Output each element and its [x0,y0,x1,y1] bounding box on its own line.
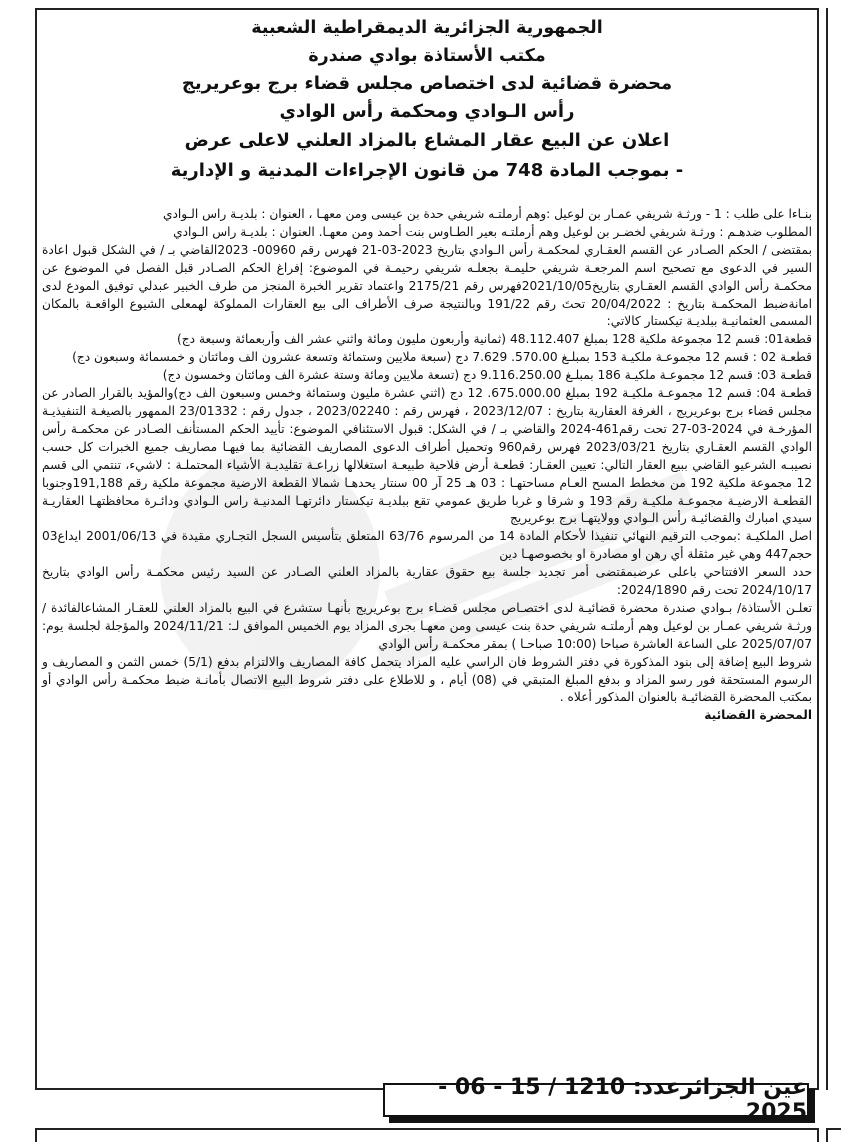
lot-04-paragraph: قطعـة 04: قسم 12 مجموعـة ملكيـة 192 بمبلغ 675.000.00. 12 دج (اثني عشرة مليون وستمائة وخمس وسبعون الف دج)والمؤيد بالقرار الصادر عن مجلس قضاء برج بوعريريج ، الغرفة العقارية بتاريخ : 2023/12/07 ، فهرس رقم : 2023/02240 ، جدول رقم : 23/01332 الممهور بالصيغـة التنفيذيـة المؤرخـة في 2024-03-27 تحت رقم461-2024 والقاضي بـ / في الشكل: قبول الاستئنافي الموضوع: تأييد الحكم المستأنف الصـادر عن محكمـة رأس الوادي القسم العقـاري بتاريخ 2023/03/21 فهرس رقم960 وتحميل أطراف الدعوى المصاريف القضائية بما فيهـا مصاريف جميع الخبرات كل حسب نصيبـه الشرعيو القاضي ببيع العقار التالي: تعيين العقـار: قطعـة أرض فلاحية طبيعـة استغلالها زراعـة تقليديـة الأشياء المحتملـة : لاشيء، تنتمي الى قسم 12 مجموعة ملكية 192 من مخطط المسح العـام مساحتهـا : 03 هـ 25 آر 00 سنتار يحدهـا شمالا القطعة الارضية مجموعة ملكية رقم 191,188وجنوبا القطعـة الارضيـة مجموعـة ملكيـة رقم 193 و شرقا و غربا طريق عمومي تقع ببلديـة تيكستار دائرتهـا المدنيـة راس الـوادي ودائـرة محافظتهـا العقاريـة سيدي امبارك والقضائيـة رأس الـوادي وولايتهـا برج بوعريريج [42,386,813,526]
legal-basis: - بموجب المادة 748 من قانون الإجراءات المدنية و الإدارية [170,160,684,181]
applicant-paragraph: بنـاءا على طلب : 1 - ورثـة شريفي عمـار بن لوعيل :وهم أرملتـه شريفي حدة بن عيسى ومن معهـا ، العنوان : بلديـة راس الـوادي [162,207,812,221]
sale-conditions-paragraph: شروط البيع إضافة إلى بنود المذكورة في دفتر الشروط فان الراسي عليه المزاد يتحمل كافة المصاريف والالتزام بدفع (5/1) خمس الثمن و المصاريف و الرسوم المستحقة فور رسو المزاد و بدفع المبلغ المتبقي في (08) أيام ، و للاطلاع على دفتر شروط البيع الاتصال بأمانـة ضبط محكمـة رأس الوادي أو بمكتب المحضرة القضائيـة بالعنوان المذكور أعلاه . [42,654,813,705]
lot-02-paragraph: قطعـة 02 : قسم 12 مجموعـة ملكيـة 153 بمبلـغ 570.00. 7.629 دج (سبعة ملايين وستمائة وتسعة عشرون الف ومائتان و خمسمائة وسبعون دج) [72,350,812,365]
lot-01-paragraph: قطعة01: قسم 12 مجموعة ملكية 128 بمبلغ 48.112.407 (ثمانية وأربعون مليون ومائة واثني عشر الف وأربعمائة وسبعة دج) [177,332,812,347]
announcement-body [42,206,812,725]
court-name: رأس الـوادي ومحكمة رأس الوادي [279,101,575,122]
office-name: مكتب الأستاذة بوادي صندرة [308,46,546,66]
bailiff-jurisdiction: محضرة قضائية لدى اختصاص مجلس قضاء برج بوعريريج [181,73,673,94]
adjacent-column-edge [826,8,841,1090]
signature: المحضرة القضائية [704,708,812,723]
announcement-header [40,14,814,186]
respondent-paragraph: المطلوب ضدهـم : ورثـة شريفي لخضـر بن لوعيل وهم أرملتـه بعير الطـاوس بنت أحمد ومن معهـا. العنوان : بلديـة راس الـوادي [173,224,812,239]
publication-stamp: عين الجزائرعدد: 1210 / 15 - 06 - 2025 [383,1083,809,1117]
auction-date-paragraph: تعلـن الأستاذة/ بـوادي صندرة محضرة قضائيـة لدى اختصـاص مجلس قضـاء برج بوعريريج بأنهـا ستشرع في البيع بالمزاد العلني للعقـار المشاعالفائدة / ورثـة شريفي عمـار بن لوعيل وهم أرملتـه شريفي حدة بنت عيسى ومن معهـا بجرى المزاد يوم الخميس الموافق لـ: 2024/11/21 والمؤجلة لجلسة يوم: 2025/07/07 على الساعة العاشرة صباحا (10:00 صباحـا ) بمقر محكمـة رأس الوادي [42,600,812,651]
next-column-edge [826,1128,841,1142]
announcement-title: اعلان عن البيع عقار المشاع بالمزاد العلني لاعلى عرض [184,130,670,151]
ownership-paragraph: اصل الملكيـة :بموجب الترقيم النهائي تنفيذا لأحكام المادة 14 من المرسوم 63/76 المتعلق بتأسيس السجل التجـاري مقيدة في 2001/06/13 ايداع03 حجم447 وهي غير مثقلة أي رهن او مصادرة او بخصوصهـا دين [42,529,812,562]
lot-03-paragraph: قطعـة 03: قسم 12 مجموعـة ملكيـة 186 بمبلـغ 9.116.250.00 دج (تسعة ملايين ومائة وستة عشرة الف ومائتان وخمسون دج) [162,368,812,383]
republic-title: الجمهورية الجزائرية الديمقراطية الشعبية [251,18,603,38]
next-announcement-edge [35,1128,819,1142]
opening-price-paragraph: حدد السعر الافتتاحي باعلى عرضبمقتضى أمر تجديد جلسة بيع حقوق عقارية بالمزاد العلني الصـادر عن السيد رئيس محكمـة رأس الوادي بتاريخ 2024/10/17 تحت رقم 2024/1890: [42,565,812,598]
judgment-paragraph: بمقتضى / الحكم الصـادر عن القسم العقـاري لمحكمـة رأس الـوادي بتاريخ 2023-03-21 فهرس رقم 00960- 2023القاضي بـ / في الشكل قبول اعادة السير في الدعوى مع تصحيح اسم المرجعـة شريفي حليمـة بجعلـه شريفي رحيمـة في الموضوع: إفراغ الحكم الصـادر قبل الفصل في الموضوع عن محكمـة رأس الوادي القسم العقـاري بتاريخ2021/10/05فهرس رقم 2175/21 واعتماد تقرير الخبرة المنجز من طرف الخبير عبدلي توفيق المودع لدى امانةضبط المحكمـة بتاريخ : 20/04/2022 تحتَ رقم 191/22 وبالنتيجة صرف الأطراف الى بيع العقارات المملوكة لهمعلى الشيوع الواقعـة بالمكان المسمى العثمانيـة ببلديـة تيكستار كالاتي: [42,242,812,329]
